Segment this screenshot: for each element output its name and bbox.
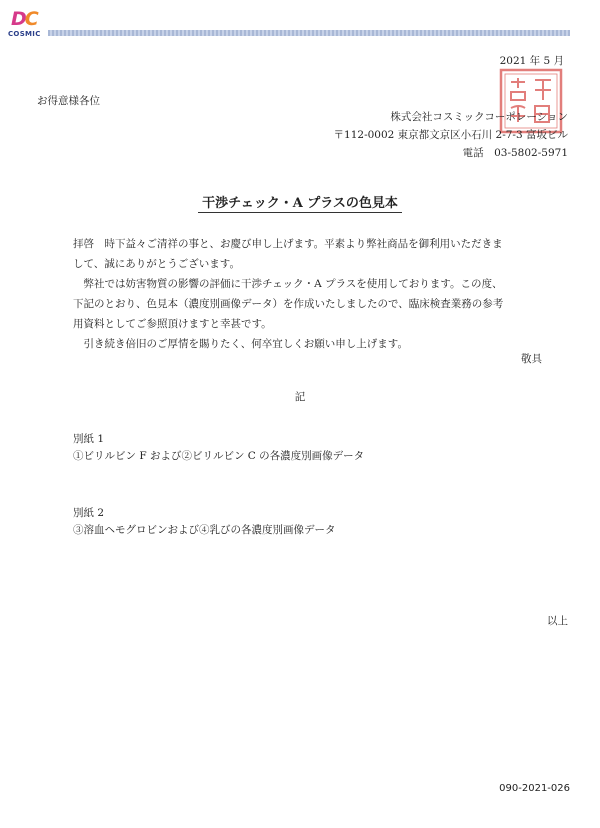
body-line-1: 拝啓 時下益々ご清祥の事と、お慶び申し上げます。平素より弊社商品を御利用いただきま <box>73 238 503 250</box>
document-date: 2021 年 5 月 <box>499 55 564 67</box>
company-seal-stamp <box>499 68 563 134</box>
attachment-1-label: 別紙 1 <box>73 433 105 445</box>
document-number: 090-2021-026 <box>499 783 570 794</box>
body-line-6: 引き続き倍旧のご厚情を賜りたく、何卒宜しくお願い申し上げます。 <box>73 338 408 350</box>
attachment-2-label: 別紙 2 <box>73 507 105 519</box>
body-line-4: 下記のとおり、色見本（濃度別画像データ）を作成いたしましたので、臨床検査業務の参考 <box>73 298 504 310</box>
header-divider-bar <box>48 30 570 36</box>
end-ijou: 以上 <box>547 615 568 627</box>
company-logo-text: COSMIC <box>8 30 41 38</box>
ki-heading: 記 <box>294 391 306 403</box>
body-line-2: して、誠にありがとうございます。 <box>73 258 240 270</box>
body-line-5: 用資料としてご参照頂けますと幸甚です。 <box>73 318 272 330</box>
sender-phone: 電話 03-5802-5971 <box>462 147 568 159</box>
attachment-2-description: ③溶血ヘモグロビンおよび④乳びの各濃度別画像データ <box>73 524 336 536</box>
recipient: お得意様各位 <box>37 95 100 107</box>
document-title-text: 干渉チェック・A プラスの色見本 <box>198 196 402 213</box>
closing-keigu: 敬具 <box>521 353 542 365</box>
body-line-3: 弊社では妨害物質の影響の評価に干渉チェック・A プラスを使用しております。この度、 <box>73 278 503 290</box>
sender-address: 〒112-0002 東京都文京区小石川 2-7-3 富坂ビル <box>333 129 568 141</box>
document-title <box>0 192 600 211</box>
attachment-1-description: ①ビリルビン F および②ビリルビン C の各濃度別画像データ <box>73 450 365 462</box>
sender-company: 株式会社コスミックコーポレーション <box>390 111 568 123</box>
company-logo-mark: DC <box>11 8 37 30</box>
